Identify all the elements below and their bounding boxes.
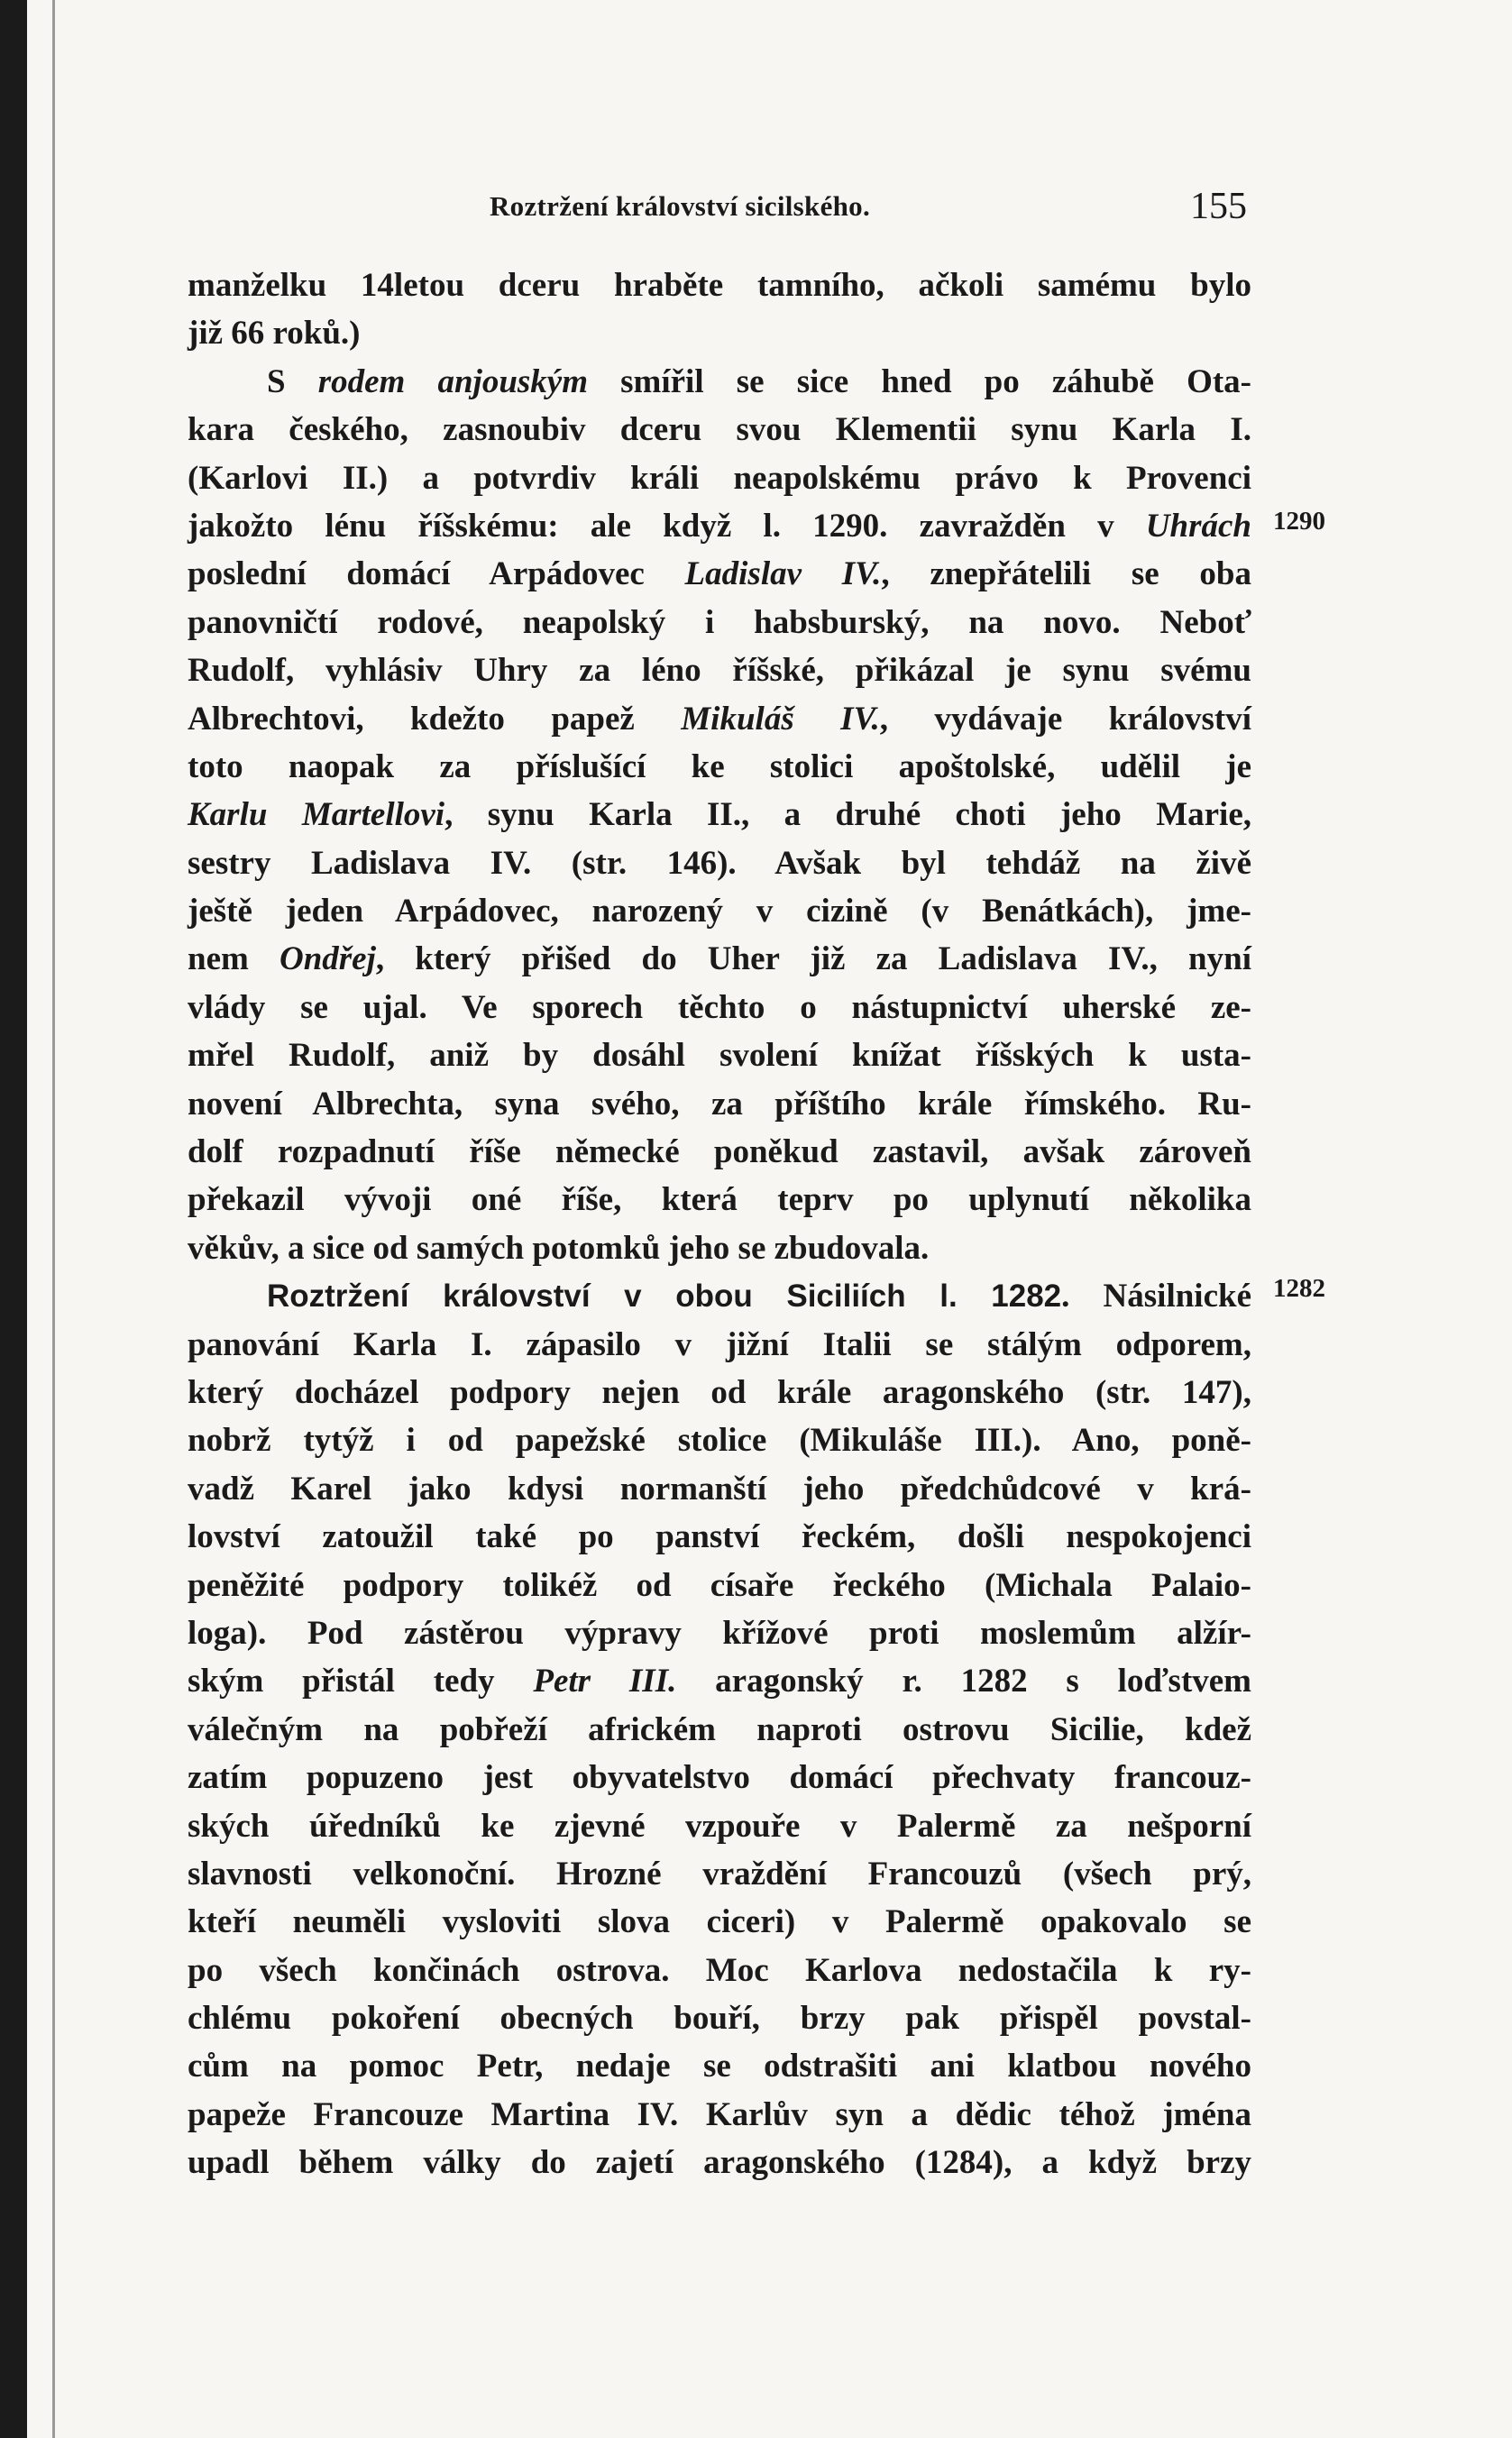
- text-span: , který přišed do Uher již za Ladislava IV., nyní: [375, 940, 1251, 978]
- text-span: sestry Ladislava IV. (str. 146). Avšak byl tehdáž na živě: [188, 844, 1251, 882]
- text-line: [188, 2139, 1251, 2186]
- running-title: Roztržení království sicilského.: [490, 190, 871, 222]
- text-span: mřel Rudolf, aniž by dosáhl svolení knížat říšských k usta-: [188, 1037, 1251, 1075]
- text-span: loga). Pod zástěrou výpravy křížové proti moslemům alžír-: [188, 1614, 1251, 1652]
- text-span: ským přistál tedy: [188, 1663, 534, 1700]
- text-line: [188, 1128, 1251, 1176]
- text-span: (Karlovi II.) a potvrdiv králi neapolskému právo k Provenci: [188, 459, 1251, 497]
- text-span: upadl během války do zajetí aragonského (1284), a když brzy: [188, 2144, 1251, 2182]
- italic-name: Ladislav IV.: [684, 555, 882, 593]
- text-span: . Násilnické: [1061, 1278, 1251, 1315]
- text-span: , vydávaje království: [879, 700, 1251, 738]
- text-line: [188, 743, 1251, 791]
- text-span: aragonský r. 1282 s loďstvem: [676, 1663, 1252, 1700]
- text-span: chlému pokoření obecných bouří, brzy pak přispěl povstal-: [188, 2000, 1251, 2038]
- text-line: [188, 502, 1251, 550]
- text-line: [188, 1465, 1251, 1513]
- text-line: [188, 984, 1251, 1031]
- text-line: [188, 1947, 1251, 1994]
- text-span: S: [267, 362, 318, 400]
- scan-dark-edge: [0, 0, 27, 2438]
- text-span: , znepřátelili se oba: [881, 555, 1251, 593]
- body-text: [188, 261, 1251, 2187]
- text-span: papeže Francouze Martina IV. Karlův syn a dědic téhož jména: [188, 2095, 1251, 2133]
- text-span: panovničtí rodové, neapolský i habsburský, na novo. Neboť: [188, 603, 1251, 641]
- text-span: věkův, a sice od samých potomků jeho se zbudovala.: [188, 1229, 930, 1267]
- margin-year-1290: 1290: [1273, 507, 1325, 536]
- text-line: [188, 1369, 1251, 1416]
- text-span: vadž Karel jako kdysi normanští jeho předchůdcové v krá-: [188, 1470, 1251, 1508]
- text-span: , synu Karla II., a druhé choti jeho Marie,: [444, 796, 1251, 834]
- text-line: [188, 1898, 1251, 1946]
- text-span: již 66 roků.): [188, 315, 361, 353]
- page-header: [188, 185, 1247, 239]
- italic-name: Ondřej: [279, 940, 376, 978]
- italic-name: Mikuláš IV.: [681, 700, 880, 738]
- text-line: [188, 1224, 1251, 1272]
- text-line: [188, 261, 1251, 309]
- text-line: [188, 1031, 1251, 1079]
- text-line: [188, 454, 1251, 502]
- text-line: [188, 646, 1251, 694]
- text-line: [188, 935, 1251, 983]
- text-line: [188, 1321, 1251, 1369]
- text-span: manželku 14letou dceru hraběte tamního, ačkoli samému bylo: [188, 267, 1251, 304]
- text-line: [188, 1176, 1251, 1224]
- text-span: ských úředníků ke zjevné vzpouře v Palermě za nešporní: [188, 1807, 1251, 1845]
- text-span: slavnosti velkonoční. Hrozné vraždění Francouzů (všech prý,: [188, 1855, 1251, 1893]
- text-span: po všech končinách ostrova. Moc Karlova nedostačila k ry-: [188, 1951, 1251, 1989]
- page-number: 155: [1190, 186, 1247, 227]
- text-span: jakožto lénu říšskému: ale když l. 1290. zavražděn v: [188, 507, 1146, 545]
- text-line: [188, 1754, 1251, 1801]
- text-span: překazil vývoji oné říše, která teprv po uplynutí několika: [188, 1181, 1251, 1219]
- text-span: kteří neuměli vysloviti slova ciceri) v Palermě opakovalo se: [188, 1903, 1251, 1941]
- text-line: [188, 1994, 1251, 2042]
- text-line: [188, 1562, 1251, 1609]
- text-span: poslední domácí Arpádovec: [188, 555, 685, 593]
- text-line: [188, 1080, 1251, 1128]
- margin-year-1282: 1282: [1273, 1274, 1325, 1303]
- text-span: válečným na pobřeží africkém naproti ostrovu Sicilie, kdež: [188, 1710, 1251, 1748]
- section-heading: Roztržení království v obou Siciliích l. 1282: [267, 1279, 1062, 1315]
- text-span: Rudolf, vyhlásiv Uhry za léno říšské, přikázal je synu svému: [188, 652, 1251, 690]
- text-line: [188, 2042, 1251, 2090]
- text-line: [188, 1513, 1251, 1561]
- text-line: [188, 2091, 1251, 2139]
- text-span: peněžité podpory tolikéž od císaře řeckého (Michala Palaio-: [188, 1566, 1251, 1604]
- text-line: [188, 1802, 1251, 1850]
- text-line: [188, 358, 1251, 406]
- text-span: kara českého, zasnoubiv dceru svou Klementii synu Karla I.: [188, 411, 1251, 449]
- text-span: zatím popuzeno jest obyvatelstvo domácí přechvaty francouz-: [188, 1759, 1251, 1797]
- text-span: vlády se ujal. Ve sporech těchto o nástupnictví uherské ze-: [188, 988, 1251, 1026]
- text-span: lovství zatoužil také po panství řeckém, došli nespokojenci: [188, 1518, 1251, 1556]
- italic-name: Uhrách: [1145, 507, 1251, 545]
- text-line: [188, 695, 1251, 743]
- text-span: toto naopak za příslušící ke stolici apoštolské, udělil je: [188, 747, 1251, 785]
- text-line: [188, 406, 1251, 454]
- scan-border-line: [52, 0, 55, 2438]
- text-span: nem: [188, 940, 279, 978]
- italic-name: Petr III.: [533, 1663, 677, 1700]
- text-line: [188, 839, 1251, 887]
- text-line: [188, 1416, 1251, 1464]
- text-line: [188, 1706, 1251, 1754]
- text-span: Albrechtovi, kdežto papež: [188, 700, 682, 738]
- text-line: [188, 1850, 1251, 1898]
- text-line: [188, 1272, 1251, 1320]
- text-line: [188, 1657, 1251, 1705]
- text-line: [188, 599, 1251, 646]
- italic-name: Karlu Martellovi: [188, 796, 445, 834]
- text-line: [188, 887, 1251, 935]
- italic-name: rodem anjouským: [317, 362, 588, 400]
- text-line: [188, 791, 1251, 839]
- text-span: panování Karla I. zápasilo v jižní Italii se stálým odporem,: [188, 1325, 1251, 1363]
- text-span: dolf rozpadnutí říše německé poněkud zastavil, avšak zároveň: [188, 1133, 1251, 1171]
- text-span: který docházel podpory nejen od krále aragonského (str. 147),: [188, 1373, 1251, 1411]
- text-line: [188, 1609, 1251, 1657]
- text-span: novení Albrechta, syna svého, za příštího krále římského. Ru-: [188, 1085, 1251, 1123]
- text-span: smířil se sice hned po záhubě Ota-: [588, 362, 1252, 400]
- text-span: cům na pomoc Petr, nedaje se odstrašiti ani klatbou nového: [188, 2048, 1251, 2085]
- text-span: nobrž tytýž i od papežské stolice (Mikuláše III.). Ano, poně-: [188, 1422, 1251, 1460]
- text-line: [188, 309, 1251, 357]
- text-line: [188, 550, 1251, 598]
- text-span: ještě jeden Arpádovec, narozený v cizině (v Benátkách), jme-: [188, 893, 1251, 930]
